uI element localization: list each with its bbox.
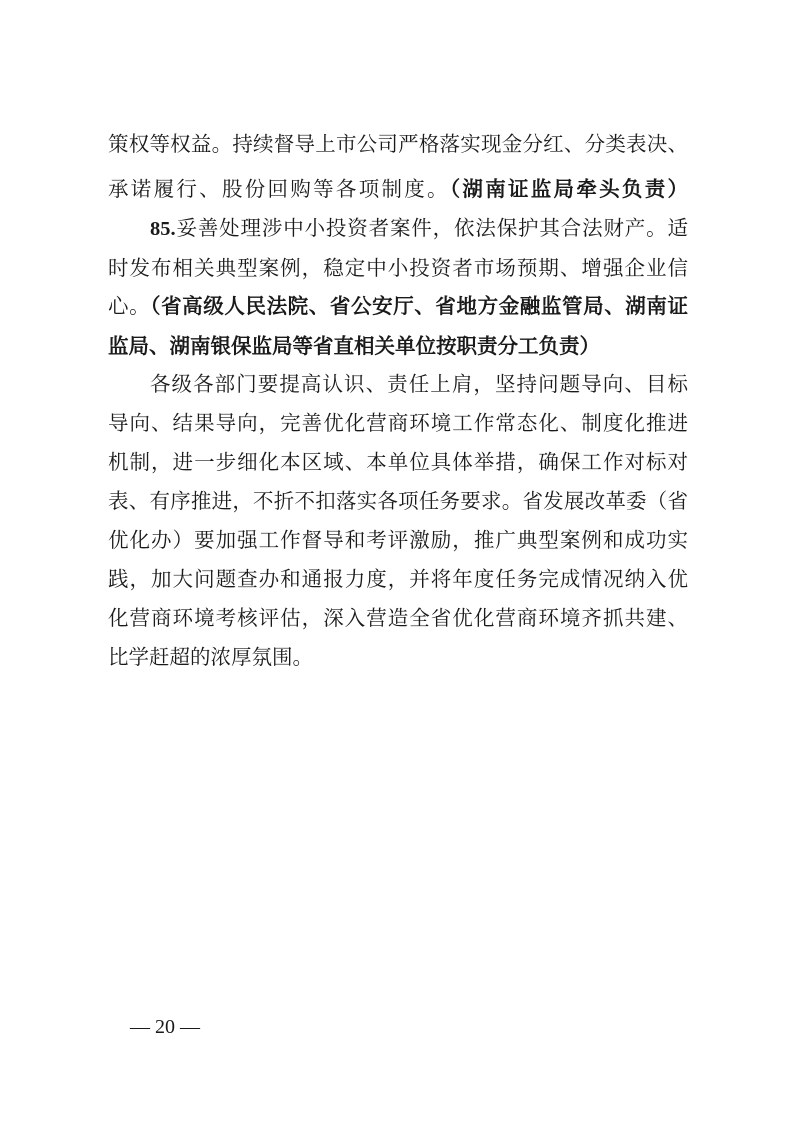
paragraph-line xyxy=(108,291,688,321)
paragraph-line xyxy=(108,253,688,283)
paragraph-line xyxy=(108,447,688,477)
text-run: 承诺履行、股份回购等各项制度。 xyxy=(108,177,450,201)
responsibility-note: （省高级人民法院、省公安厅、省地方金融监管局、湖南证 xyxy=(150,294,689,318)
paragraph-line xyxy=(108,408,688,438)
text-run: 妥善处理涉中小投资者案件，依法保护其合法财产。适 xyxy=(175,216,688,240)
item-number: 85. xyxy=(150,218,176,240)
text-run: 各级各部门要提高认识、责任上肩，坚持问题导向、目标 xyxy=(150,372,688,396)
text-run: 化营商环境考核评估，深入营造全省优化营商环境齐抓共建、 xyxy=(108,606,688,630)
paragraph-line xyxy=(108,486,688,516)
paragraph-line xyxy=(150,369,688,399)
text-run: 导向、结果导向，完善优化营商环境工作常态化、制度化推进 xyxy=(108,411,688,435)
text-run: 践，加大问题查办和通报力度，并将年度任务完成情况纳入优 xyxy=(108,567,688,591)
responsibility-note: 监局、湖南银保监局等省直相关单位按职责分工负责） xyxy=(108,334,600,358)
responsibility-note: （湖南证监局牵头负责） xyxy=(449,177,689,201)
page-number: — 20 — xyxy=(130,1016,200,1038)
text-run: 比学赶超的浓厚氛围。 xyxy=(108,645,313,669)
paragraph-line xyxy=(108,642,688,672)
text-run: 优化办）要加强工作督导和考评激励，推广典型案例和成功实 xyxy=(108,528,688,552)
text-run: 策权等权益。持续督导上市公司严格落实现金分红、分类表决、 xyxy=(108,132,688,156)
paragraph-line xyxy=(150,213,688,243)
paragraph-line xyxy=(108,331,688,361)
paragraph-line xyxy=(108,525,688,555)
text-run: 表、有序推进，不折不扣落实各项任务要求。省发展改革委（省 xyxy=(108,489,688,513)
paragraph-line xyxy=(108,564,688,594)
paragraph-line xyxy=(108,603,688,633)
text-run: 时发布相关典型案例，稳定中小投资者市场预期、增强企业信 xyxy=(108,256,688,280)
paragraph-line xyxy=(108,174,688,204)
paragraph-line xyxy=(108,129,688,159)
text-run: 心。 xyxy=(108,294,151,318)
text-run: 机制，进一步细化本区域、本单位具体举措，确保工作对标对 xyxy=(108,450,688,474)
